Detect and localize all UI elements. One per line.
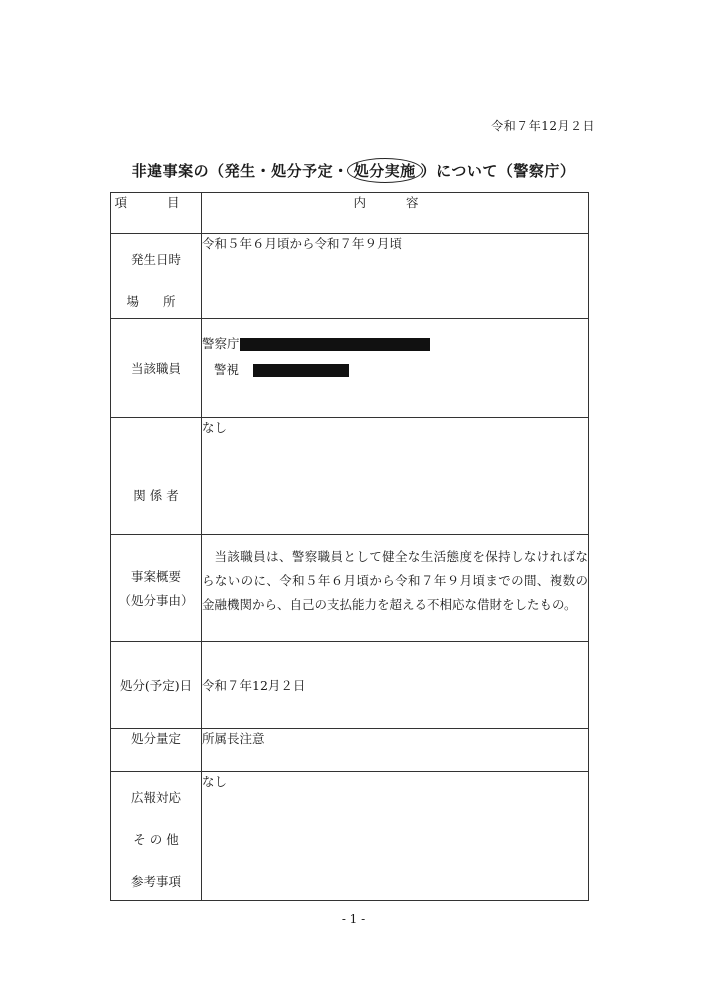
staff-org: 警察庁	[202, 336, 240, 351]
staff-label: 当該職員	[130, 361, 181, 376]
occurrence-value-cell	[202, 234, 589, 319]
header-item-cell	[111, 193, 202, 234]
disposition-date-row	[111, 642, 589, 729]
header-content-cell	[202, 193, 589, 234]
redaction-bar	[240, 338, 430, 351]
document-date: 令和７年12月２日	[491, 119, 595, 133]
disposition-date-value: 令和７年12月２日	[202, 678, 306, 693]
occurrence-place-label: 場 所	[126, 294, 186, 309]
pr-label-cell	[111, 772, 202, 901]
pr-label-3: 参考事項	[130, 874, 181, 889]
disposition-magnitude-label-cell	[111, 729, 202, 772]
disposition-date-value-cell	[202, 642, 589, 729]
staff-label-cell	[111, 319, 202, 418]
disposition-date-label-cell	[111, 642, 202, 729]
related-value-cell	[202, 418, 589, 535]
pr-label-1: 広報対応	[130, 790, 181, 805]
title-prefix: 非違事案の（発生・処分予定・	[131, 162, 349, 180]
related-label: 関 係 者	[133, 488, 179, 503]
title-suffix: ）について（警察庁）	[420, 162, 576, 180]
pr-row	[111, 772, 589, 901]
disposition-magnitude-value-cell	[202, 729, 589, 772]
occurrence-row	[111, 234, 589, 319]
disposition-magnitude-row	[111, 729, 589, 772]
related-label-cell	[111, 418, 202, 535]
occurrence-label-cell	[111, 234, 202, 319]
related-value: なし	[202, 420, 228, 435]
occurrence-value: 令和５年６月頃から令和７年９月頃	[202, 236, 403, 251]
redaction-bar	[253, 364, 349, 377]
header-item-label: 項 目	[114, 195, 198, 210]
summary-label-sub: （処分事由）	[118, 593, 194, 608]
summary-label-main: 事案概要	[130, 569, 181, 584]
pr-label-2: そ の 他	[133, 832, 179, 847]
disposition-magnitude-label: 処分量定	[130, 731, 181, 746]
circled-selection: 処分実施	[347, 158, 423, 183]
summary-row	[111, 535, 589, 642]
staff-value-cell	[202, 319, 589, 418]
staff-rank: 警視	[214, 362, 240, 377]
header-content-label: 内 容	[353, 195, 437, 210]
incident-table	[110, 192, 589, 901]
summary-text: 当該職員は、警察職員として健全な生活態度を保持しなければならないのに、令和５年６月頃から令和７年９月頃までの間、複数の金融機関から、自己の支払能力を超える不相応な借財をしたもの。	[202, 549, 588, 612]
staff-line-2	[202, 357, 588, 383]
summary-label-cell	[111, 535, 202, 642]
page-number: - 1 -	[341, 912, 366, 926]
pr-value: なし	[202, 774, 228, 789]
related-row	[111, 418, 589, 535]
disposition-magnitude-value: 所属長注意	[202, 731, 265, 746]
pr-value-cell	[202, 772, 589, 901]
occurrence-time-label: 発生日時	[130, 252, 181, 267]
staff-line-1	[202, 331, 588, 357]
staff-row	[111, 319, 589, 418]
document-title	[0, 160, 707, 181]
table-header-row	[111, 193, 589, 234]
summary-value-cell	[202, 535, 589, 642]
disposition-date-label: 処分(予定)日	[119, 678, 193, 693]
